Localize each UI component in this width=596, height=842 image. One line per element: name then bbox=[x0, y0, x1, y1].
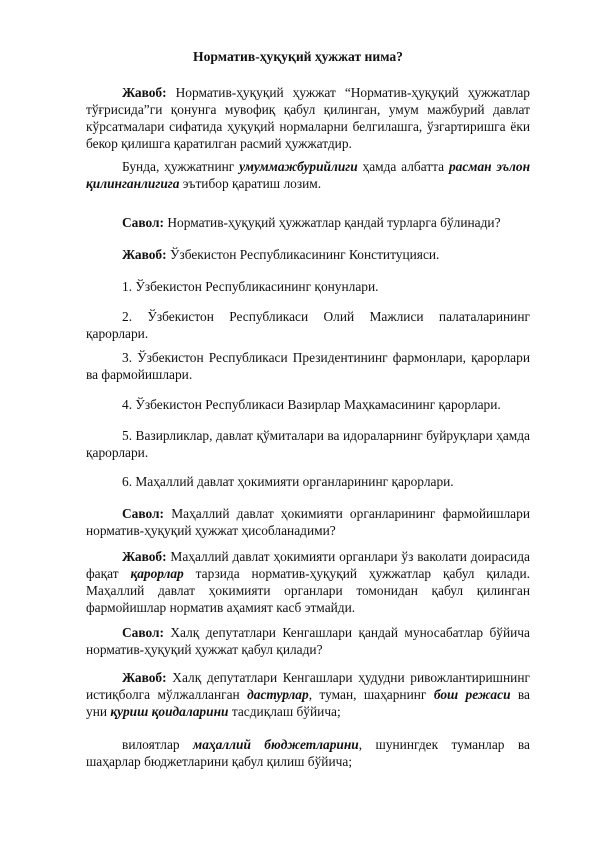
question-label: Савол: bbox=[122, 506, 164, 521]
answer-text: ва bbox=[517, 687, 530, 702]
emphasis-text: қилинганлигига bbox=[86, 176, 180, 191]
emphasis-text: қарорлар bbox=[130, 566, 184, 581]
answer-paragraph-councils bbox=[86, 669, 530, 720]
answer-text: тарзида норматив-ҳуқуқий ҳужжатлар қабул қилади. Маҳаллий давлат ҳокимияти органлари томонидан қабул қилинган фармойишлар норматив аҳамият касб этмайди. bbox=[86, 566, 530, 615]
page-title: Норматив-ҳуқуқий ҳужжат нима? bbox=[193, 49, 403, 64]
continuation-text: шаҳарлар бюджетларини қабул қилиш бўйича; bbox=[86, 754, 353, 769]
answer-text: Халқ депутатлари Кенгашлари ҳудудни ривожлантиришнинг bbox=[172, 670, 530, 685]
question-label: Савол: bbox=[122, 625, 164, 640]
note-paragraph bbox=[86, 158, 530, 192]
list-item-text: қарорлари. bbox=[86, 326, 149, 341]
answer-text: , туман, шаҳарнинг bbox=[308, 687, 427, 702]
list-item-text: ва фармойишлари. bbox=[86, 367, 193, 382]
question-text: Маҳаллий давлат ҳокимияти органларининг фармойишлари bbox=[171, 506, 530, 521]
list-item-4 bbox=[86, 396, 530, 413]
list-item-text: 4. Ўзбекистон Республикаси Вазирлар Маҳкамасининг қарорлари. bbox=[122, 397, 501, 412]
question-paragraph-types bbox=[86, 214, 530, 231]
list-item-3 bbox=[86, 349, 530, 383]
question-text: норматив-ҳуқуқий ҳужжат қабул қилади? bbox=[86, 642, 323, 657]
list-item-text: 5. Вазирликлар, давлат қўмиталари ва идораларнинг буйруқлари ҳамда bbox=[122, 428, 530, 443]
answer-text: Ўзбекистон Республикасининг Конституцияси. bbox=[169, 247, 440, 262]
list-item-text: 2. Ўзбекистон Республикаси Олий Мажлиси палаталарининг bbox=[122, 309, 530, 324]
note-text: Бунда, ҳужжатнинг bbox=[122, 159, 235, 174]
answer-paragraph-definition bbox=[86, 84, 530, 152]
list-item-text: 3. Ўзбекистон Республикаси Президентининг фармонлари, қарорлари bbox=[122, 350, 530, 365]
answer-label: Жавоб: bbox=[122, 670, 167, 685]
question-text: Халқ депутатлари Кенгашлари қандай муносабатлар бўйича bbox=[170, 625, 530, 640]
emphasis-text: дастурлар bbox=[247, 687, 309, 702]
answer-paragraph-orders bbox=[86, 548, 530, 616]
answer-paragraph-constitution bbox=[86, 246, 530, 263]
note-text: эътибор қаратиш лозим. bbox=[182, 176, 322, 191]
question-text: норматив-ҳуқуқий ҳужжат ҳисобланадими? bbox=[86, 523, 336, 538]
question-label: Савол: bbox=[122, 215, 164, 230]
answer-label: Жавоб: bbox=[122, 549, 167, 564]
answer-text: тасдиқлаш бўйича; bbox=[231, 704, 341, 719]
answer-label: Жавоб: bbox=[122, 85, 167, 100]
answer-text: истиқболга мўлжалланган bbox=[86, 687, 240, 702]
answer-text: уни bbox=[86, 704, 108, 719]
question-paragraph-councils bbox=[86, 624, 530, 658]
paragraph-text: тўғрисида”ги қонунга мувофиқ қабул қилинган, умум мажбурий давлат кўрсатмалари сифатида ҳуқуқий нормаларни белгилашга, ўзгартиришга ёки бекор қилишга қаратилган расмий ҳужжатдир. bbox=[86, 102, 530, 151]
answer-text: Маҳаллий давлат ҳокимияти органлари ўз ваколати доирасида bbox=[170, 549, 530, 564]
emphasis-text: маҳаллий бюджетларини bbox=[193, 737, 359, 752]
list-item-2 bbox=[86, 308, 530, 342]
answer-text: фақат bbox=[86, 566, 119, 581]
continuation-text: вилоятлар bbox=[122, 737, 180, 752]
list-item-6 bbox=[86, 473, 530, 490]
list-item-5 bbox=[86, 427, 530, 461]
emphasis-text: умуммажбурийлиги bbox=[239, 159, 358, 174]
continuation-text: , шунингдек туманлар ва bbox=[358, 737, 530, 752]
emphasis-text: расман эълон bbox=[448, 159, 531, 174]
continuation-paragraph-budgets bbox=[86, 736, 530, 770]
list-item-1 bbox=[86, 278, 530, 295]
note-text: ҳамда албатта bbox=[362, 159, 445, 174]
question-paragraph-orders bbox=[86, 505, 530, 539]
question-text: Норматив-ҳуқуқий ҳужжатлар қандай турларга бўлинади? bbox=[167, 215, 501, 230]
paragraph-line: Норматив-ҳуқуқий ҳужжат “Норматив-ҳуқуқий ҳужжатлар bbox=[175, 85, 530, 100]
list-item-text: 1. Ўзбекистон Республикасининг қонунлари. bbox=[122, 279, 379, 294]
answer-label: Жавоб: bbox=[122, 247, 167, 262]
list-item-text: 6. Маҳаллий давлат ҳокимияти органларининг қарорлари. bbox=[122, 474, 454, 489]
emphasis-text: қуриш қоидаларини bbox=[110, 704, 229, 719]
emphasis-text: бош режаси bbox=[433, 687, 511, 702]
list-item-text: қарорлари. bbox=[86, 445, 149, 460]
